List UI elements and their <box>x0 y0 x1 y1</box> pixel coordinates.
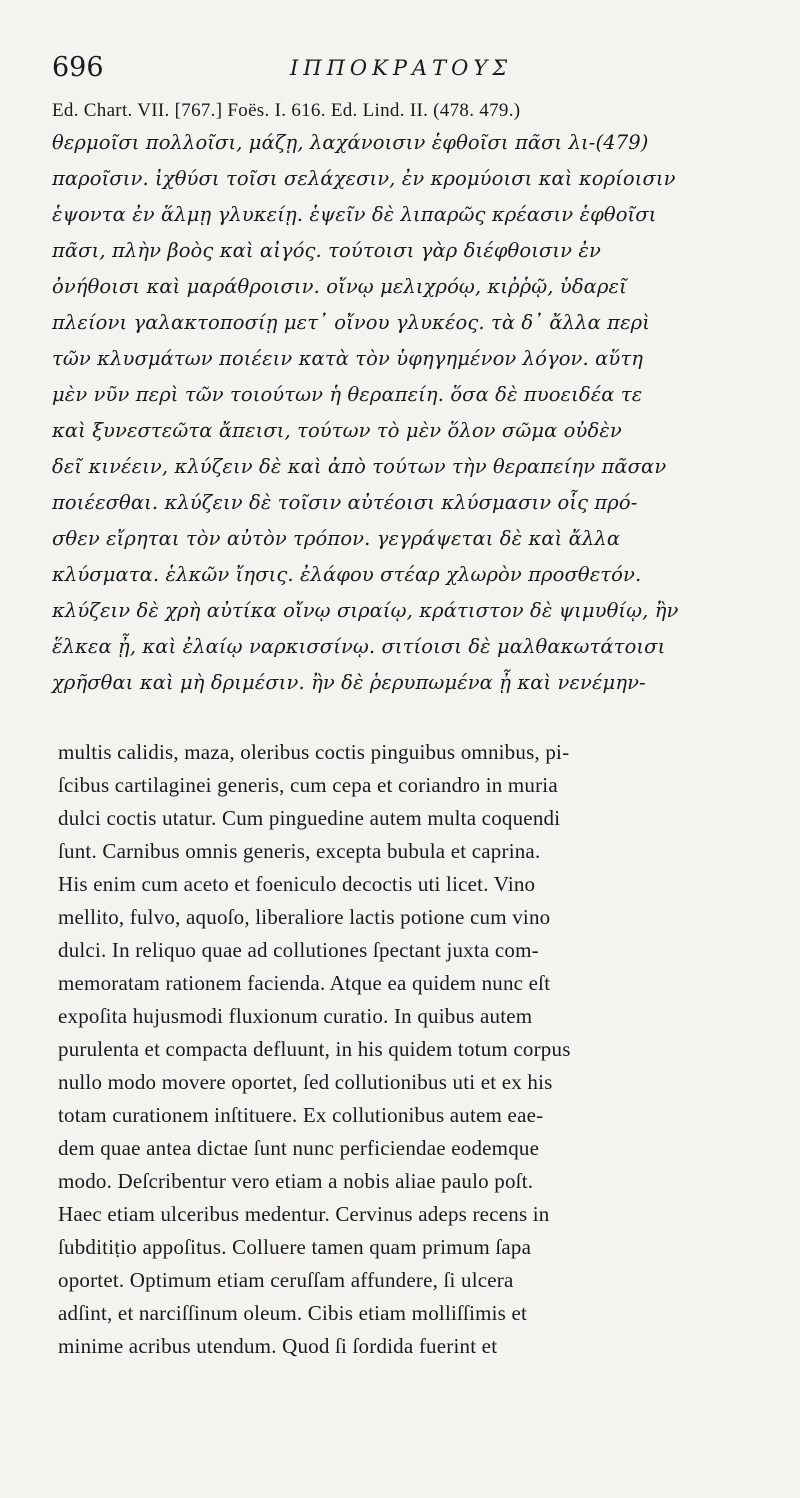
greek-text-line: καὶ ξυνεστεῶτα ἄπεισι, τούτων τὸ μὲν ὅλον σῶμα οὐδὲν <box>52 419 622 442</box>
latin-text-line: oportet. Optimum etiam ceruſſam affundere, ſi ulcera <box>58 1268 514 1292</box>
latin-text-line: totam curationem inſtituere. Ex collutionibus autem eae- <box>58 1103 544 1127</box>
greek-text-line: πλείονι γαλακτοποσίῃ μετ᾽ οἴνου γλυκέος. τὰ δ᾽ ἄλλα περὶ <box>52 311 650 334</box>
latin-text-line: expoſita hujusmodi fluxionum curatio. In quibus autem <box>58 1004 533 1028</box>
greek-text-line: τῶν κλυσμάτων ποιέειν κατὰ τὸν ὑφηγημένον λόγον. αὕτη <box>52 347 644 370</box>
greek-text-line: κλύσματα. ἑλκῶν ἴησις. ἐλάφου στέαρ χλωρὸν προσθετόν. <box>52 563 642 586</box>
latin-text-line: adſint, et narciſſinum oleum. Cibis etiam molliſſimis et <box>58 1301 528 1325</box>
latin-text-line: dem quae antea dictae ſunt nunc perficiendae eodemque <box>58 1136 540 1160</box>
greek-text-line: παροῖσιν. ἰχθύσι τοῖσι σελάχεσιν, ἐν κρομύοισι καὶ κορίοισιν <box>52 167 676 190</box>
greek-text-line: μὲν νῦν περὶ τῶν τοιούτων ἡ θεραπείη. ὅσα δὲ πυοειδέα τε <box>52 383 643 406</box>
greek-text-line: ἑψοντα ἐν ἅλμῃ γλυκείῃ. ἑψεῖν δὲ λιπαρῶς κρέασιν ἑφθοῖσι <box>52 203 657 226</box>
greek-text-line: ἕλκεα ᾖ, καὶ ἐλαίῳ ναρκισσίνῳ. σιτίοισι δὲ μαλθακωτάτοισι <box>52 635 666 658</box>
greek-text-block <box>52 125 772 701</box>
greek-text-line: δεῖ κινέειν, κλύζειν δὲ καὶ ἀπὸ τούτων τὴν θεραπείην πᾶσαν <box>52 455 667 478</box>
greek-text-line: θερμοῖσι πολλοῖσι, μάζῃ, λαχάνοισιν ἑφθοῖσι πᾶσι λι-(479) <box>52 131 649 154</box>
latin-text-block <box>58 736 778 1363</box>
latin-text-line: mellito, fulvo, aquoſo, liberaliore lactis potione cum vino <box>58 905 551 929</box>
greek-text-line: κλύζειν δὲ χρὴ αὐτίκα οἴνῳ σιραίῳ, κράτιστον δὲ ψιμυθίῳ, ἢν <box>52 599 679 622</box>
page-number: 696 <box>52 52 104 83</box>
page-header <box>52 52 762 92</box>
latin-text-line: ſubditiṭio appoſitus. Colluere tamen quam primum ſapa <box>58 1235 532 1259</box>
running-title: ΙΠΠΟΚΡΑΤΟΥΣ <box>290 56 513 80</box>
latin-text-line: multis calidis, maza, oleribus coctis pinguibus omnibus, pi- <box>58 740 570 764</box>
latin-text-line: memoratam rationem facienda. Atque ea quidem nunc eſt <box>58 971 551 995</box>
latin-text-line: minime acribus utendum. Quod ſi ſordida fuerint et <box>58 1334 498 1358</box>
greek-text-line: ὀνήθοισι καὶ μαράθροισιν. οἴνῳ μελιχρόῳ, κιῤῥῷ, ὑδαρεῖ <box>52 275 627 298</box>
latin-text-line: purulenta et compacta defluunt, in his quidem totum corpus <box>58 1037 571 1061</box>
latin-text-line: dulci. In reliquo quae ad collutiones ſpectant juxta com- <box>58 938 539 962</box>
greek-text-line: πᾶσι, πλὴν βοὸς καὶ αἰγός. τούτοισι γὰρ διέφθοισιν ἐν <box>52 239 601 262</box>
latin-text-line: modo. Deſcribentur vero etiam a nobis aliae paulo poſt. <box>58 1169 534 1193</box>
latin-text-line: His enim cum aceto et foeniculo decoctis uti licet. Vino <box>58 872 536 896</box>
latin-text-line: Haec etiam ulceribus medentur. Cervinus adeps recens in <box>58 1202 550 1226</box>
latin-text-line: nullo modo movere oportet, ſed collutionibus uti et ex his <box>58 1070 553 1094</box>
latin-text-line: dulci coctis utatur. Cum pinguedine autem multa coquendi <box>58 806 561 830</box>
latin-text-line: ſcibus cartilaginei generis, cum cepa et coriandro in muria <box>58 773 558 797</box>
latin-text-line: ſunt. Carnibus omnis generis, excepta bubula et caprina. <box>58 839 541 863</box>
edition-reference-line: Ed. Chart. VII. [767.] Foës. I. 616. Ed. Lind. II. (478. 479.) <box>52 100 521 121</box>
greek-text-line: χρῆσθαι καὶ μὴ δριμέσιν. ἢν δὲ ῥερυπωμένα ᾖ καὶ νενέμην- <box>52 671 646 694</box>
greek-text-line: σθεν εἴρηται τὸν αὐτὸν τρόπον. γεγράψεται δὲ καὶ ἄλλα <box>52 527 621 550</box>
greek-text-line: ποιέεσθαι. κλύζειν δὲ τοῖσιν αὐτέοισι κλύσμασιν οἷς πρό- <box>52 491 638 514</box>
